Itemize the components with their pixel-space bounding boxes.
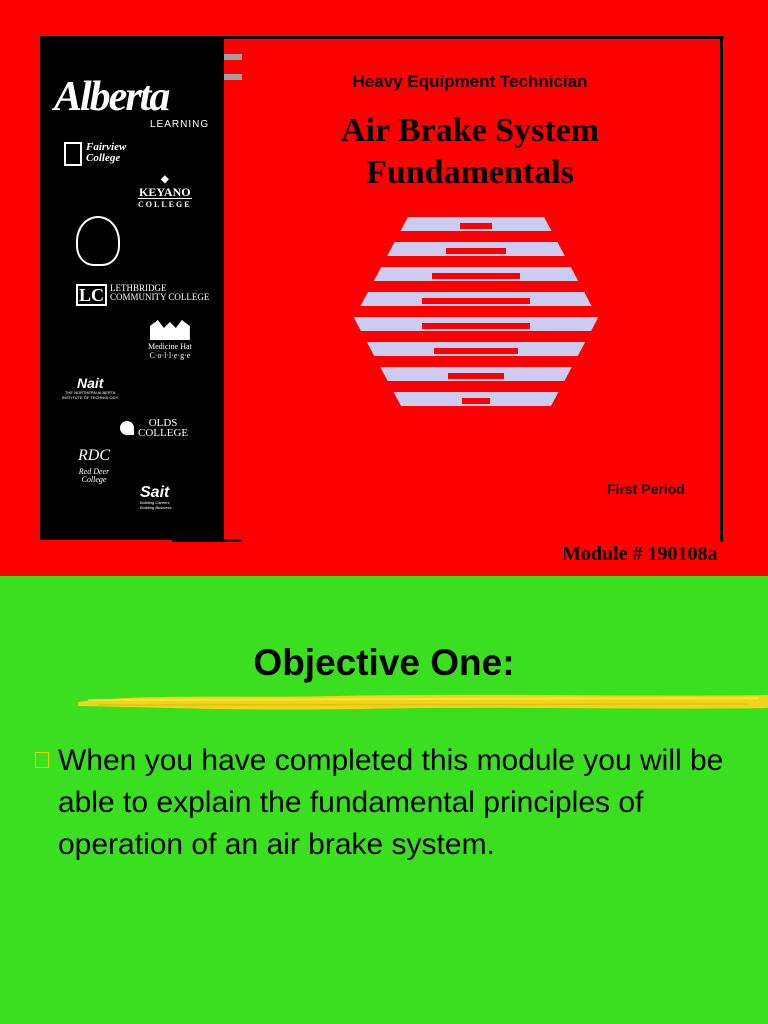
nait-line-1: THE NORTHERN ALBERTA (64, 390, 116, 395)
fairview-mark-icon (64, 142, 82, 166)
alberta-logo: Alberta (54, 74, 169, 120)
sait-tagline-2: Building Business (140, 505, 172, 510)
objective-text: When you have completed this module you will be able to explain the fundamental principles of operation of an air brake system. (58, 744, 724, 861)
lethbridge-college-logo (76, 284, 209, 306)
college-crest-icon (76, 216, 120, 266)
medicine-hat-college-label: C·o·l·l·e·g·e (149, 351, 191, 360)
alberta-learning-label: LEARNING (150, 119, 210, 130)
lethbridge-college-label: COMMUNITY COLLEGE (110, 292, 210, 302)
sait-name: Sait (140, 484, 170, 501)
nait-logo (62, 376, 118, 400)
lethbridge-name: LETHBRIDGE (110, 283, 167, 293)
keyano-college-logo (138, 174, 192, 210)
period-label: First Period (607, 481, 685, 497)
red-deer-college-logo (78, 448, 110, 484)
medicine-hat-name: Medicine Hat (148, 342, 192, 351)
olds-college-logo (120, 418, 188, 438)
objective-bullet (24, 740, 724, 866)
fairview-name: Fairview (86, 141, 127, 153)
module-number: Module # 190108a (562, 543, 718, 565)
highlighter-stroke (78, 688, 768, 714)
fairview-college-logo (64, 142, 126, 166)
module-title-line-2: Fundamentals (366, 154, 574, 191)
olds-name: OLDS (148, 417, 178, 429)
hexagon-notch (434, 348, 518, 354)
keyano-diamond-icon: ◆ (160, 174, 169, 185)
red-deer-college-label: College (81, 475, 107, 484)
red-deer-mark: RDC (78, 447, 110, 464)
hexagon-notch (422, 298, 530, 304)
nait-name: Nait (76, 375, 104, 391)
hexagon-notch (446, 248, 506, 254)
module-title-line-1: Air Brake System (340, 112, 600, 149)
bullet-square-icon (35, 752, 49, 768)
hexagon-logo-icon (354, 215, 598, 421)
sait-logo (140, 486, 172, 510)
hexagon-notch (448, 373, 504, 379)
sait-tagline-1: Building Careers (140, 500, 170, 505)
hexagon-notch (460, 223, 492, 229)
leaf-icon (120, 421, 134, 435)
sponsor-logo-panel (40, 36, 224, 540)
hexagon-notch (422, 323, 530, 329)
module-title (260, 110, 680, 194)
fairview-college-label: College (86, 152, 121, 164)
frame-top-line (224, 36, 724, 39)
hexagon-notch (432, 273, 520, 279)
lethbridge-mark: LC (76, 284, 107, 306)
frame-right-line (720, 36, 723, 542)
keyano-name: KEYANO (139, 185, 191, 199)
keyano-college-label: COLLEGE (138, 200, 192, 209)
olds-college-label: COLLEGE (138, 427, 189, 439)
nait-line-2: INSTITUTE OF TECHNOLOGY (62, 395, 119, 400)
objective-title: Objective One: (253, 642, 515, 683)
medicine-hat-college-logo (148, 320, 192, 360)
red-deer-name: Red Deer (78, 467, 110, 476)
course-subtitle: Heavy Equipment Technician (352, 72, 588, 91)
medicine-hat-mountain-icon (150, 320, 190, 340)
hexagon-notch (462, 398, 490, 404)
objective-slide (0, 576, 768, 1024)
